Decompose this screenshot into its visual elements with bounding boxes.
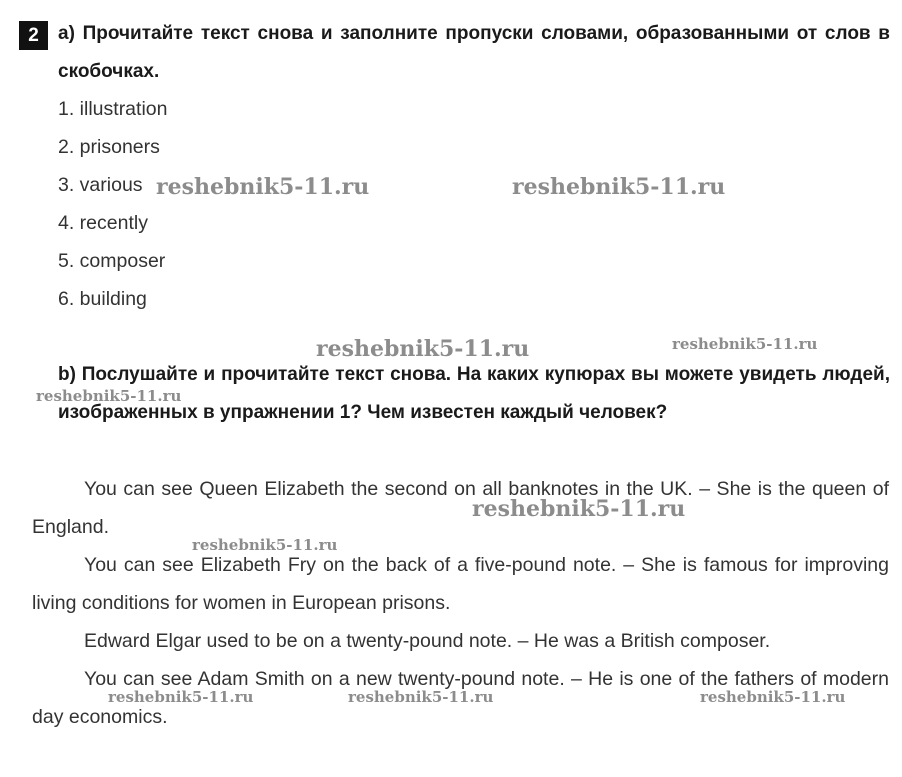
answer-paragraph: Edward Elgar used to be on a twenty-pound note. – He was a British composer.	[84, 630, 771, 652]
part-b-heading: b) Послушайте и прочитайте текст снова. На каких купюрах вы можете увидеть людей, изображенных в упражнении 1? Чем известен каждый человек?	[58, 364, 890, 423]
part-a-heading: a) Прочитайте текст снова и заполните пропуски словами, образованными от слов в скобочках.	[58, 23, 890, 82]
answer-item: 3. various	[58, 174, 143, 196]
answer-item: 5. composer	[58, 250, 166, 272]
watermark: reshebnik5-11.ru	[700, 688, 846, 706]
answer-paragraph: You can see Elizabeth Fry on the back of a five-pound note. – She is famous for improving living conditions for women in European prisons.	[32, 554, 889, 614]
answer-item: 1. illustration	[58, 98, 168, 120]
answer-paragraph: You can see Adam Smith on a new twenty-pound note. – He is one of the fathers of modern day economics.	[32, 668, 889, 728]
answer-item: 6. building	[58, 288, 147, 310]
answer-paragraph: You can see Queen Elizabeth the second on all banknotes in the UK. – She is the queen of England.	[32, 478, 889, 538]
watermark: reshebnik5-11.ru	[156, 174, 370, 200]
answer-item: 2. prisoners	[58, 136, 160, 158]
watermark: reshebnik5-11.ru	[672, 335, 818, 353]
watermark: reshebnik5-11.ru	[108, 688, 254, 706]
watermark: reshebnik5-11.ru	[36, 387, 182, 405]
watermark: reshebnik5-11.ru	[192, 536, 338, 554]
watermark: reshebnik5-11.ru	[348, 688, 494, 706]
watermark: reshebnik5-11.ru	[316, 336, 530, 362]
watermark: reshebnik5-11.ru	[512, 174, 726, 200]
watermark: reshebnik5-11.ru	[472, 496, 686, 522]
exercise-number-badge: 2	[19, 21, 48, 50]
answer-list	[58, 90, 167, 318]
answer-item: 4. recently	[58, 212, 148, 234]
